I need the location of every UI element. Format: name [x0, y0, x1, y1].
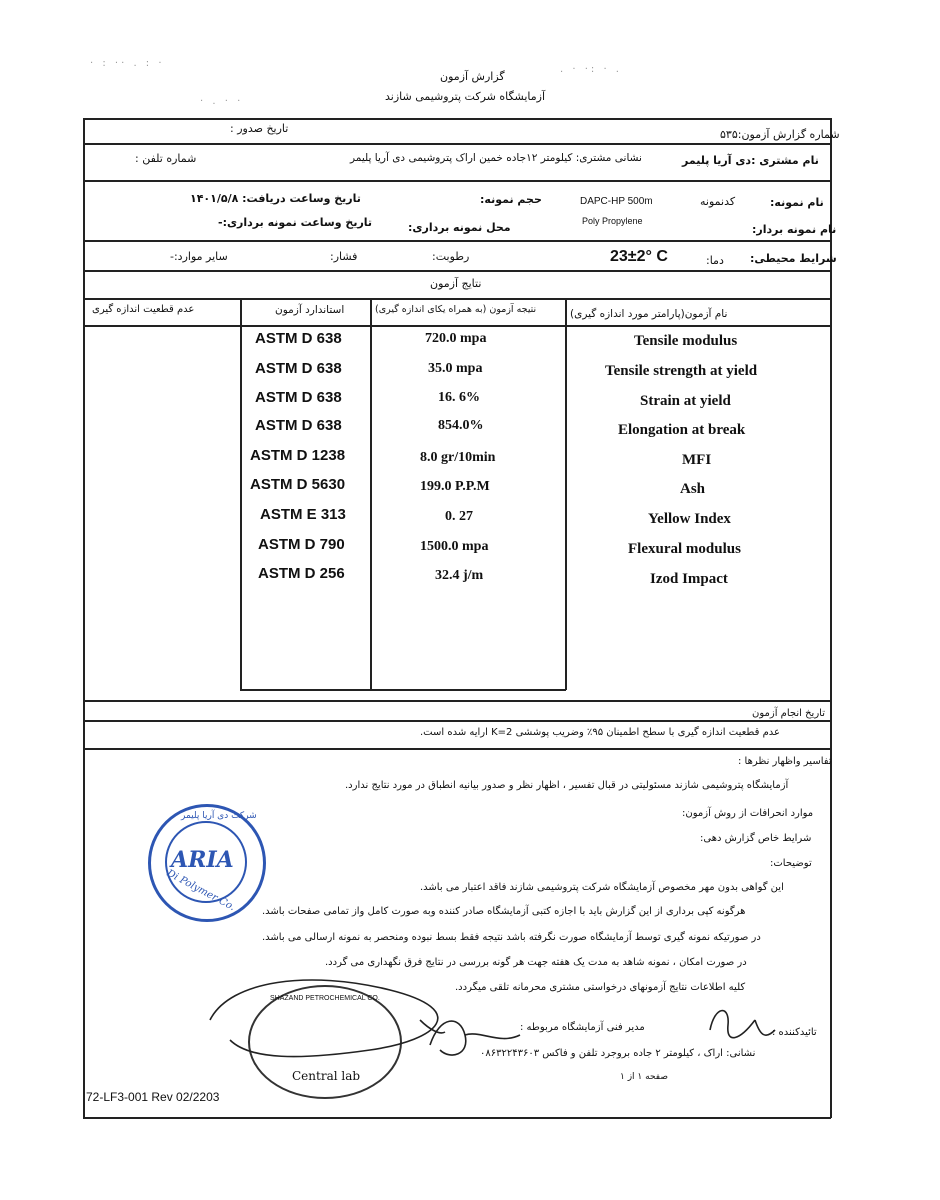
sample-name-label: نام نمونه: [770, 196, 824, 209]
sample-code-label: کدنمونه [700, 195, 736, 208]
row-2-result: 35.0 mpa [428, 361, 483, 376]
row-8-test: Flexural modulus [628, 541, 741, 557]
customer-address: نشانی مشتری: کیلومتر ۱۲جاده خمین اراک پتروشیمی دی آریا پلیمر [350, 152, 642, 164]
row-line [83, 270, 831, 272]
special-conditions-label: شرایط خاص گزارش دهی: [700, 833, 812, 844]
lab-address: نشانی: اراک ، کیلومتر ۲ جاده بروجرد تلفن و فاکس ۰۸۶۳۲۲۴۳۶۰۳ [480, 1048, 756, 1059]
stamp-logo: ARIA [171, 847, 234, 873]
signature-main [190, 960, 450, 1070]
seal-top-text: SHAZAND PETROCHEMICAL CO. [270, 995, 380, 1002]
sample-code: DAPC-HP 500m [580, 196, 653, 207]
results-title: نتایج آزمون [430, 277, 482, 290]
notes-label: توضیحات: [770, 858, 812, 869]
other-conditions: سایر موارد:- [170, 250, 228, 263]
row-6-standard: ASTM D 5630 [250, 476, 346, 493]
disclaimer: آزمایشگاه پتروشیمی شازند مسئولیتی در قبال تفسیر ، اظهار نظر و صدور بیانیه انطباق در مورد نتایج ندارد. [345, 780, 789, 791]
table-bottom [240, 689, 566, 691]
customer-name: نام مشتری :دی آریا پلیمر [682, 154, 819, 167]
company-stamp [148, 804, 266, 922]
row-4-result: 854.0% [438, 418, 484, 433]
row-4-test: Elongation at break [618, 422, 746, 438]
row-6-test: Ash [680, 481, 706, 497]
row-7-result: 0. 27 [445, 509, 473, 524]
temp-label: دما: [706, 254, 724, 267]
row-line [83, 748, 831, 750]
row-line [83, 325, 831, 327]
signature-center [420, 1005, 530, 1065]
note-3: در صورتیکه نمونه گیری توسط آزمایشگاه صورت نگرفته باشد نتیجه فقط بسط نبوده ومنحصر به نمونه ارسالی می باشد. [262, 932, 761, 943]
sampling-datetime: تاریخ وساعت نمونه برداری:- [218, 216, 373, 229]
col-test-name: نام آزمون(پارامتر مورد اندازه گیری) [570, 308, 728, 320]
customer-phone: شماره تلفن : [135, 152, 197, 165]
note-4: در صورت امکان ، نمونه شاهد به مدت یک هفته جهت هر گونه بررسی در نتایج فرق نگهداری می گردد. [325, 957, 747, 968]
row-1-test: Tensile modulus [634, 333, 738, 349]
report-title: گزارش آزمون [440, 70, 505, 83]
row-3-test: Strain at yield [640, 393, 731, 409]
uncertainty-note: عدم قطعیت اندازه گیری با سطح اطمینان ۹۵٪ وضریب پوششی K=2 ارایه شده است. [420, 727, 780, 738]
scan-noise: · . · · [200, 96, 244, 107]
frame-bottom [83, 1117, 831, 1119]
row-3-result: 16. 6% [438, 390, 480, 405]
row-3-standard: ASTM D 638 [255, 389, 342, 406]
row-9-test: Izod Impact [650, 571, 728, 587]
interpretation-label: تفاسیر واظهار نظرها : [738, 756, 832, 767]
issue-date: تاریخ صدور : [230, 122, 289, 135]
row-line [83, 720, 831, 722]
temp-value: 23±2° C [610, 248, 668, 265]
row-line [83, 240, 831, 242]
row-2-test: Tensile strength at yield [605, 363, 758, 379]
col-divider [240, 298, 242, 690]
row-7-test: Yellow Index [648, 511, 731, 527]
approver-label: تائیدکننده : [772, 1027, 817, 1038]
form-code: 72-LF3-001 Rev 02/2203 [86, 1090, 220, 1104]
note-1: این گواهی بدون مهر مخصوص آزمایشگاه شرکت پتروشیمی شازند فاقد اعتبار می باشد. [420, 882, 784, 893]
row-4-standard: ASTM D 638 [255, 417, 342, 434]
lab-manager-label: مدیر فنی آزمایشگاه مربوطه : [520, 1022, 645, 1033]
seal-bottom-text: Central lab [292, 1069, 361, 1083]
receipt-datetime: تاریخ وساعت دریافت: ۱۴۰۱/۵/۸ [190, 192, 361, 205]
col-result: نتیجه آزمون (به همراه یکای اندازه گیری) [375, 304, 537, 315]
note-5: کلیه اطلاعات نتایج آزمونهای درخواستی مشتری محرمانه تلقی میگردد. [455, 982, 746, 993]
humidity: رطوبت: [432, 250, 470, 263]
row-5-test: MFI [682, 452, 712, 468]
env-label: شرایط محیطی: [750, 252, 837, 265]
row-8-result: 1500.0 mpa [420, 539, 489, 554]
report-number: شماره گزارش آزمون:۵۳۵ [720, 128, 840, 141]
note-2: هرگونه کپی برداری از این گزارش باید با اجازه کتبی آزمایشگاه صادر کننده وبه صورت کامل واز تمامی صفحات باشد. [262, 906, 746, 917]
pressure: فشار: [330, 250, 358, 263]
row-5-result: 8.0 gr/10min [420, 450, 496, 465]
test-date-label: تاریخ انجام آزمون [752, 708, 825, 719]
stamp-bottom-text: Di Polymer Co. [164, 867, 237, 914]
scan-noise: . · ·: · . [560, 64, 622, 75]
row-line [83, 180, 831, 182]
row-8-standard: ASTM D 790 [258, 536, 345, 553]
row-7-standard: ASTM E 313 [260, 506, 346, 523]
stamp-top-text: شرکت دی آریا پلیمر [181, 811, 257, 821]
row-1-standard: ASTM D 638 [255, 330, 342, 347]
row-2-standard: ASTM D 638 [255, 360, 342, 377]
col-standard: استاندارد آزمون [275, 304, 345, 316]
row-line [83, 143, 831, 145]
sample-volume: حجم نمونه: [480, 193, 542, 206]
row-9-result: 32.4 j/m [435, 568, 484, 583]
deviations-label: موارد انحرافات از روش آزمون: [682, 808, 814, 819]
row-6-result: 199.0 P.P.M [420, 479, 490, 494]
frame-right [830, 118, 832, 1118]
scan-noise: · : ·· . : · [90, 58, 165, 69]
col-divider [370, 298, 372, 690]
col-divider [565, 298, 567, 690]
row-line [83, 700, 831, 702]
signature-approver [700, 1000, 780, 1050]
sampling-place: محل نمونه برداری: [408, 221, 511, 234]
frame-top [83, 118, 831, 120]
lab-name: آزمایشگاه شرکت پتروشیمی شازند [385, 90, 546, 103]
row-1-result: 720.0 mpa [425, 331, 487, 346]
col-uncertainty: عدم قطعیت اندازه گیری [92, 304, 195, 315]
frame-left [83, 118, 85, 1118]
row-5-standard: ASTM D 1238 [250, 447, 346, 464]
sampler-label: نام نمونه بردار: [752, 223, 837, 236]
material: Poly Propylene [582, 216, 643, 226]
page-number: صفحه ۱ از ۱ [620, 1072, 668, 1082]
row-line [83, 298, 831, 300]
row-9-standard: ASTM D 256 [258, 565, 345, 582]
